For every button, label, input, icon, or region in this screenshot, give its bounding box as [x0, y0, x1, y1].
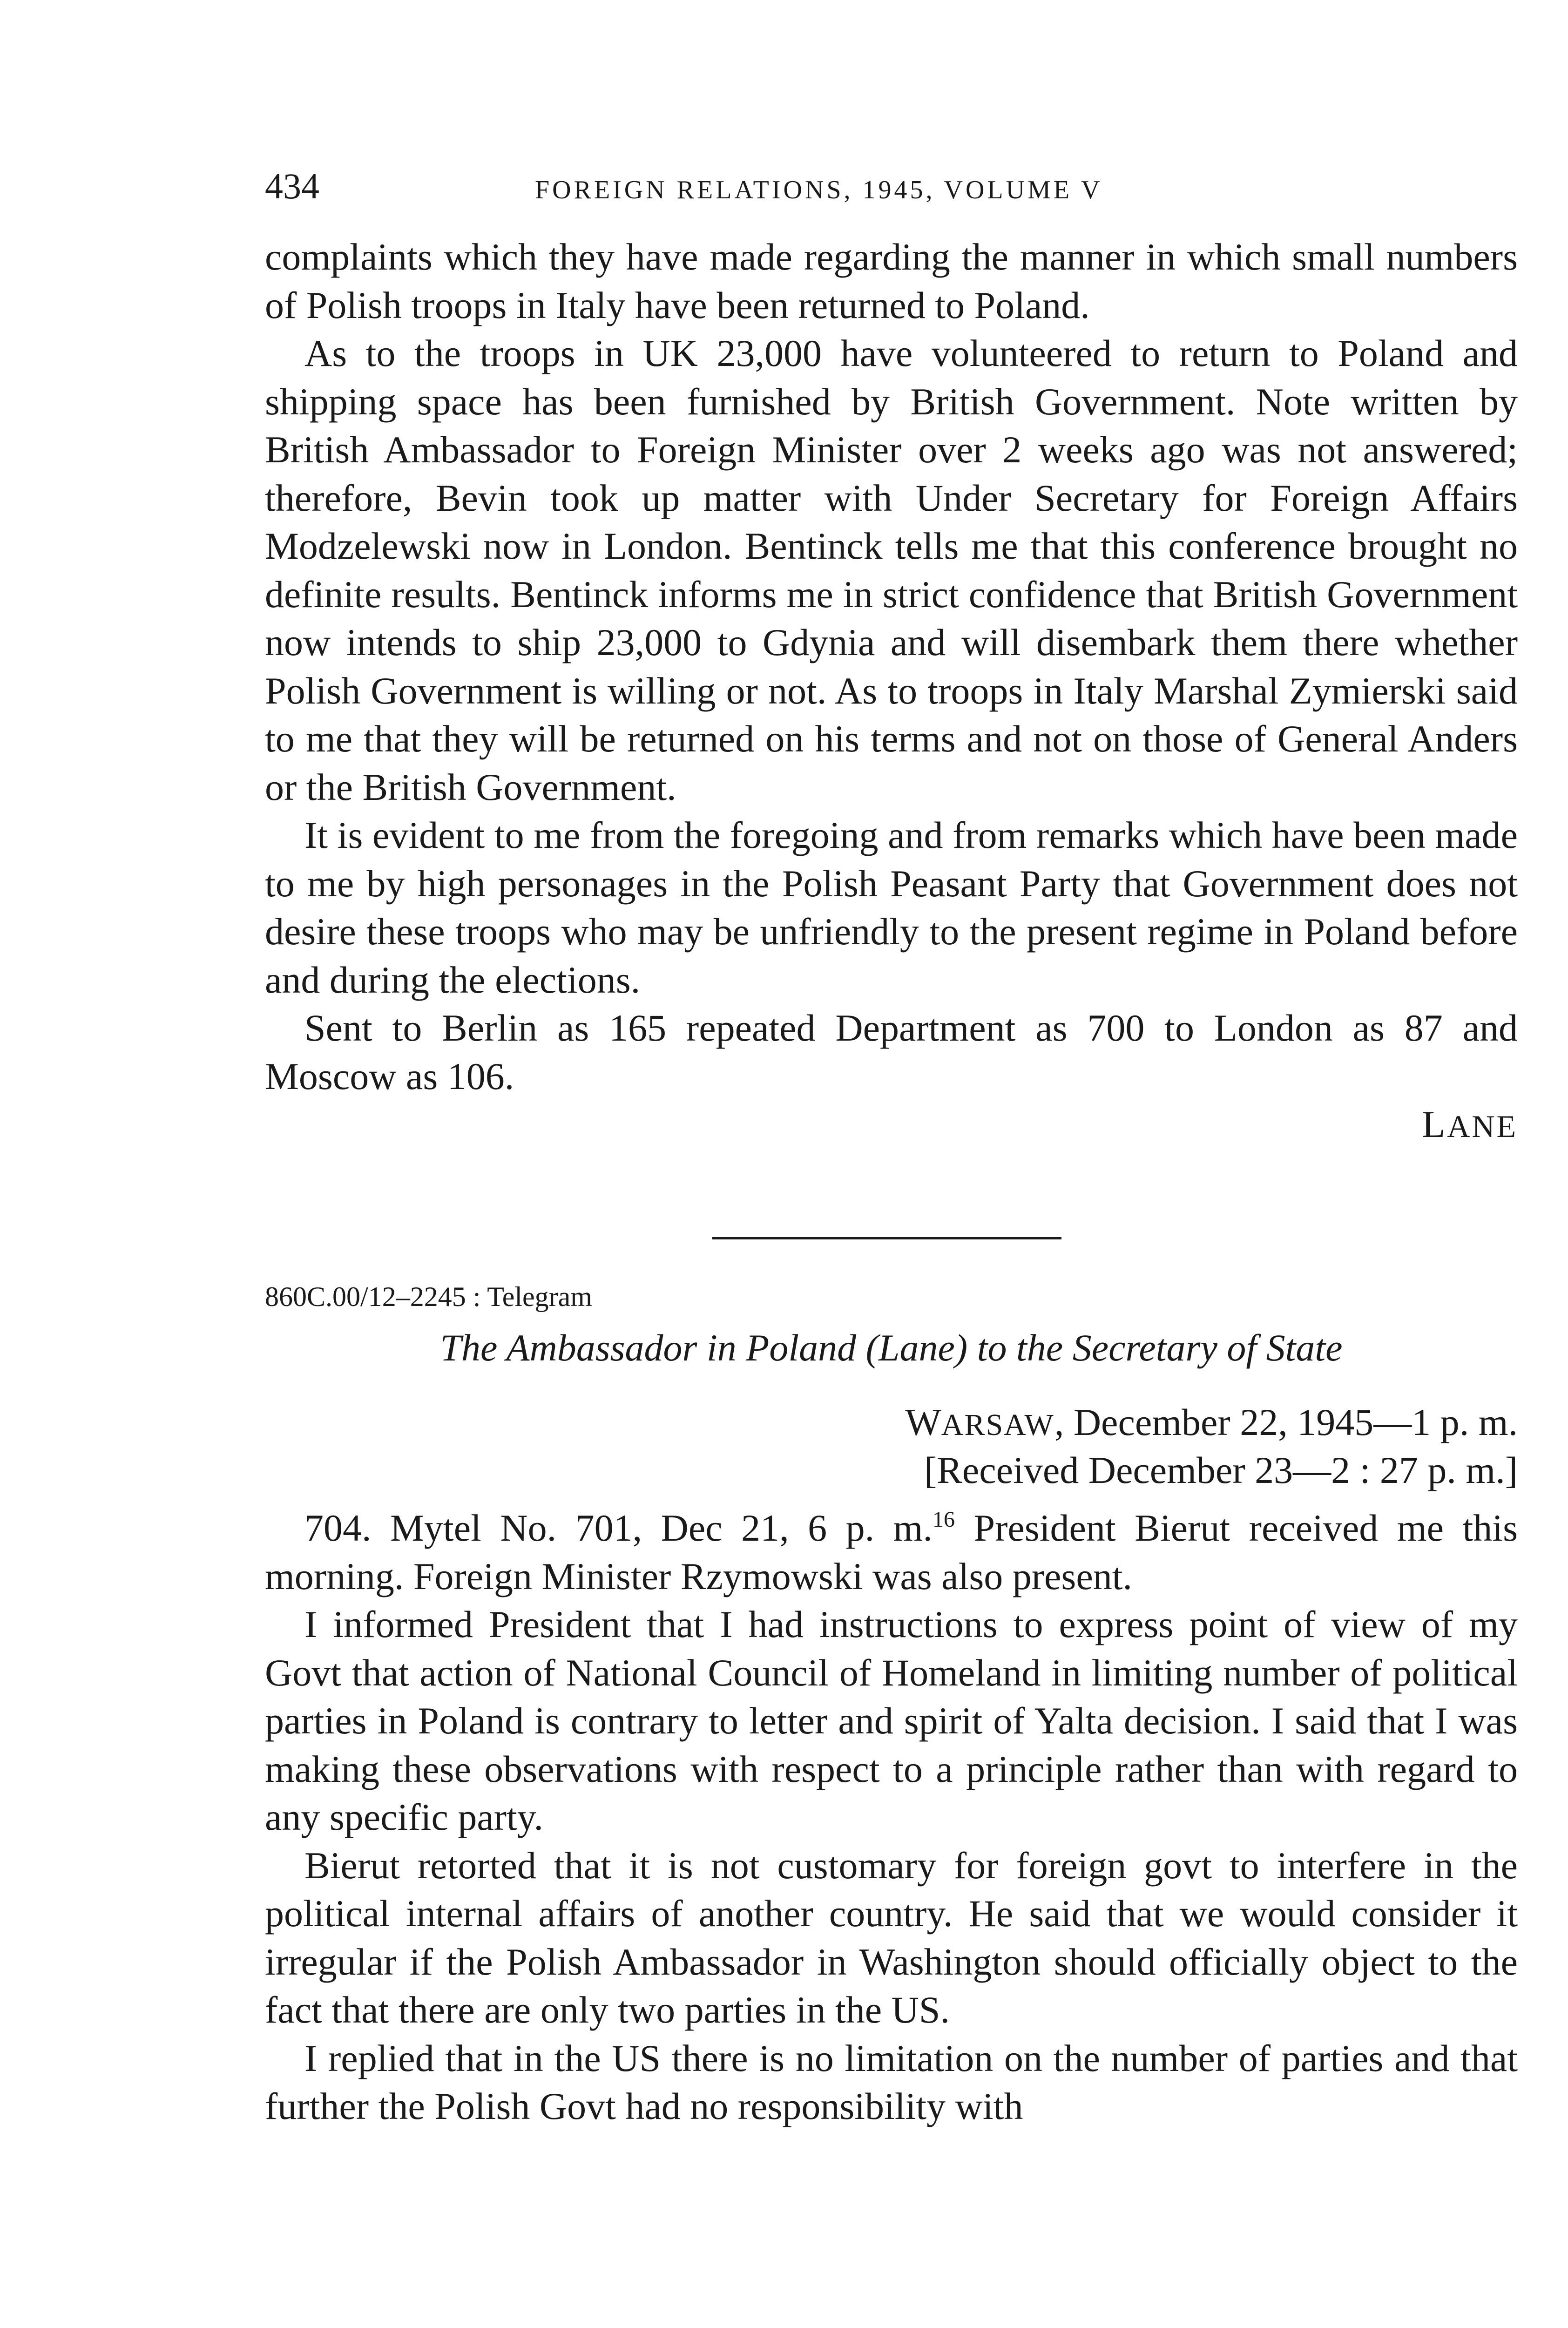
paragraph: It is evident to me from the foregoing and from remarks which have been made to me by high personages in the Polish Peasant Party that Government does not desire these troops who may be unfriendly to the present regime in Poland before and during the elections. [265, 814, 1518, 1001]
paragraph: I replied that in the US there is no limitation on the number of parties and that further the Polish Govt had no responsibility with [265, 2037, 1518, 2127]
document-title: The Ambassador in Poland (Lane) to the Secretary of State [440, 1326, 1343, 1369]
paragraph: Bierut retorted that it is not customary for foreign govt to interfere in the political internal affairs of another country. He said that we would consider it irregular if the Polish Ambassador in Washington should officially object to the fact that there are only two parties in the US. [265, 1844, 1518, 2031]
paragraph: As to the troops in UK 23,000 have volunteered to return to Poland and shipping space has been furnished by British Government. Note written by British Ambassador to Foreign Minister over 2 weeks ago was not answered; therefore, Bevin took up matter with Under Secretary for Foreign Affairs Modzelewski now in London. Bentinck tells me that this conference brought no definite results. Bentinck informs me in strict confidence that British Government now intends to ship 23,000 to Gdynia and will disembark them there whether Polish Government is willing or not. As to troops in Italy Marshal Zymierski said to me that they will be returned on his terms and not on those of General Anders or the British Government. [265, 332, 1518, 808]
page-number: 434 [265, 166, 319, 206]
paragraph: 704. Mytel No. 701, Dec 21, 6 p. m.$^{16}$ President Bierut received me this morning. Foreign Minister Rzymowski was also present. [265, 1507, 1518, 1597]
paragraph: complaints which they have made regarding the manner in which small numbers of Polish troops in Italy have been returned to Poland. [265, 236, 1518, 326]
dateline: WARSAW, December 22, 1945—1 p. m. [905, 1401, 1518, 1443]
running-head: FOREIGN RELATIONS, 1945, VOLUME V [535, 176, 1103, 204]
signature: LANE [1422, 1103, 1518, 1145]
section-divider [712, 1237, 1061, 1239]
paragraph: I informed President that I had instructions to express point of view of my Govt that action of National Council of Homeland in limiting number of political parties in Poland is contrary to letter and spirit of Yalta decision. I said that I was making these observations with respect to a principle rather than with regard to any specific party. [265, 1603, 1518, 1838]
telegram-body [265, 1504, 1518, 2131]
footnote-reference: 16 [932, 1507, 955, 1532]
continued-telegram [265, 233, 1518, 1151]
page-header [265, 165, 1518, 207]
file-reference: 860C.00/12–2245 : Telegram [265, 1281, 592, 1312]
received-line: [Received December 23—2 : 27 p. m.] [924, 1449, 1518, 1491]
paragraph: Sent to Berlin as 165 repeated Department as 700 to London as 87 and Moscow as 106. [265, 1007, 1518, 1097]
